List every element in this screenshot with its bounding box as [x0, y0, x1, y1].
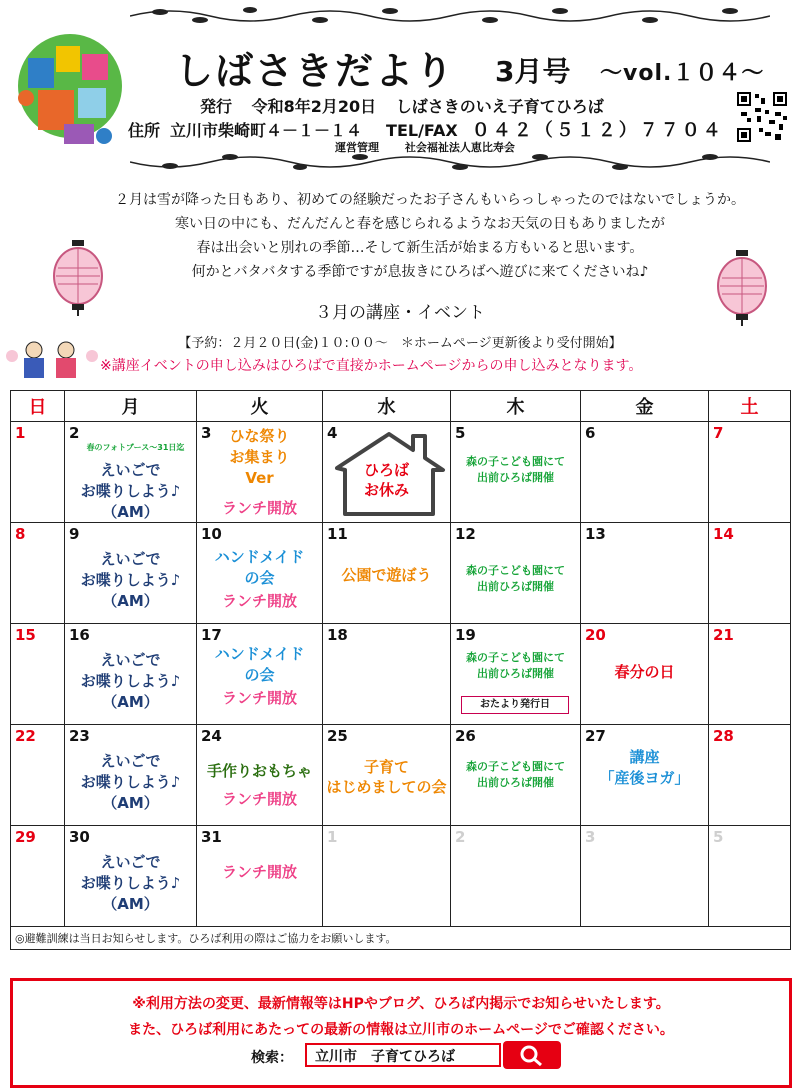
search-icon: [503, 1041, 561, 1069]
eigo-event-line: お喋りしよう♪: [80, 672, 181, 690]
newsletter-day-badge: おたより発行日: [461, 696, 569, 714]
eigo-event-line: （AM）: [102, 503, 159, 521]
mori-event-line: 森の子こども園にて: [466, 651, 565, 664]
day-cell: [581, 725, 709, 826]
day-cell: [323, 523, 451, 624]
eigo-event-line: えいごで: [100, 752, 161, 770]
day-cell: [197, 523, 323, 624]
mori-event-line: 森の子こども園にて: [466, 564, 565, 577]
day-number: 6: [585, 424, 596, 442]
eigo-event-line: えいごで: [100, 461, 161, 479]
handmade-event-line: ハンドメイド: [214, 645, 305, 663]
next-month-day-number: 1: [327, 828, 338, 846]
day-cell: [451, 725, 581, 826]
intro-line: 何かとバタバタする季節ですが息抜きにひろばへ遊びに来てくださいね♪: [191, 264, 649, 280]
vine-decoration-bottom: [130, 152, 770, 174]
qr-code[interactable]: [735, 90, 789, 144]
mgmt-org: 社会福祉法人恵比寿会: [404, 141, 515, 154]
vine-decoration-top: [130, 4, 770, 26]
application-note: ※講座イベントの申し込みはひろばで直接かホームページからの申し込みとなります。: [100, 358, 643, 374]
address-label: 住所: [128, 121, 161, 140]
day-cell: [581, 826, 709, 927]
hiroba-closed-line: ひろば: [363, 461, 409, 479]
toy-event: 手作りおもちゃ: [206, 762, 312, 780]
day-number: 27: [585, 727, 606, 745]
eigo-event-line: （AM）: [102, 895, 159, 913]
day-number: 16: [69, 626, 90, 644]
day-cell: [11, 523, 65, 624]
eigo-event-line: えいごで: [100, 550, 161, 568]
mori-event-line: 出前ひろば開催: [477, 580, 554, 593]
day-cell: [709, 422, 791, 523]
weekday-wed: 水: [323, 391, 451, 422]
day-cell: [451, 826, 581, 927]
mori-event-line: 森の子こども園にて: [466, 760, 565, 773]
day-cell: [11, 826, 65, 927]
day-cell: [65, 523, 197, 624]
reservation-info: 【予約：２月２０日(金)１０:００～ ＊ホームページ更新後より受付開始】: [178, 336, 622, 351]
search-button[interactable]: [503, 1041, 561, 1069]
day-cell: [323, 725, 451, 826]
intro-line: ２月は雪が降った日もあり、初めての経験だったお子さんもいらっしゃったのではないでしょうか。: [115, 192, 745, 208]
calendar-week: [11, 523, 791, 624]
day-cell: [65, 826, 197, 927]
eigo-event-line: えいごで: [100, 651, 161, 669]
management-info: [335, 139, 537, 155]
day-number: 31: [201, 828, 222, 846]
park-event: 公園で遊ぼう: [341, 566, 432, 584]
lunch-event: ランチ開放: [221, 592, 297, 610]
day-cell: [323, 826, 451, 927]
tel-label: TEL/FAX: [386, 121, 458, 140]
hiroba-closed-line: お休み: [363, 481, 409, 499]
weekday-header-row: [11, 391, 791, 422]
day-number: 14: [713, 525, 734, 543]
footer-line: また、ひろば利用にあたっての最新の情報は立川市のホームページでご確認ください。: [128, 1022, 674, 1038]
eigo-event-line: お喋りしよう♪: [80, 773, 181, 791]
day-number: 30: [69, 828, 90, 846]
intro-line: 寒い日の中にも、だんだんと春を感じられるようなお天気の日もありましたが: [175, 216, 665, 232]
hina-dolls-icon: [4, 336, 100, 382]
kosodate-event-line: はじめましての会: [326, 778, 447, 796]
eigo-event-line: （AM）: [102, 592, 159, 610]
day-number: 19: [455, 626, 476, 644]
calendar-note-row: [11, 927, 791, 950]
day-cell: [709, 725, 791, 826]
lunch-event: ランチ開放: [221, 790, 297, 808]
day-cell: [581, 523, 709, 624]
day-cell: [65, 725, 197, 826]
search-label: 検索：: [251, 1050, 293, 1066]
day-number: 7: [713, 424, 724, 442]
issue-month: 3月号: [495, 55, 571, 88]
day-number: 1: [15, 424, 26, 442]
eigo-event-line: お喋りしよう♪: [80, 482, 181, 500]
day-cell: [11, 422, 65, 523]
address-value: 立川市柴崎町４－１－１４: [170, 121, 363, 140]
mori-event-line: 出前ひろば開催: [477, 776, 554, 789]
eigo-event-line: （AM）: [102, 693, 159, 711]
section-title: ３月の講座・イベント: [315, 303, 485, 323]
day-number: 12: [455, 525, 476, 543]
day-number: 24: [201, 727, 222, 745]
kouza-event-line: 「産後ヨガ」: [599, 769, 690, 787]
calendar-week: [11, 725, 791, 826]
day-cell: [709, 523, 791, 624]
day-cell: [197, 826, 323, 927]
day-number: 18: [327, 626, 348, 644]
handmade-event-line: の会: [244, 666, 275, 684]
day-cell: [197, 624, 323, 725]
weekday-mon: 月: [65, 391, 197, 422]
eigo-event-line: （AM）: [102, 794, 159, 812]
weekday-thu: 木: [451, 391, 581, 422]
day-cell: [709, 624, 791, 725]
day-cell: [323, 624, 451, 725]
mori-event-line: 出前ひろば開催: [477, 471, 554, 484]
day-cell: [65, 624, 197, 725]
day-cell: [451, 523, 581, 624]
evacuation-drill-note: ◎避難訓練は当日お知らせします。ひろば利用の際はご協力をお願いします。: [11, 927, 791, 950]
day-number: 28: [713, 727, 734, 745]
day-cell: [197, 725, 323, 826]
mori-event-line: 森の子こども園にて: [466, 455, 565, 468]
day-cell: [451, 624, 581, 725]
publisher-name: しばさきのいえ子育てひろば: [395, 97, 604, 116]
day-number: 9: [69, 525, 80, 543]
day-cell: [581, 624, 709, 725]
day-cell: [323, 422, 451, 523]
issued-date: 令和8年2月20日: [251, 97, 377, 116]
day-number: 26: [455, 727, 476, 745]
weekday-sun: 日: [11, 391, 65, 422]
day-number: 17: [201, 626, 222, 644]
next-month-day-number: 5: [713, 828, 724, 846]
day-cell: [709, 826, 791, 927]
hiroba-logo: [8, 28, 126, 160]
event-calendar: [10, 390, 791, 950]
intro-line: 春は出会いと別れの季節…そして新生活が始まる方もいると思います。: [196, 240, 644, 256]
calendar-week: [11, 422, 791, 523]
volume-number: ～vol.１０４～: [600, 61, 765, 86]
weekday-sat: 土: [709, 391, 791, 422]
day-number: 3: [201, 424, 212, 442]
day-number: 23: [69, 727, 90, 745]
publish-info: [200, 94, 618, 117]
hina-event-line: Ver: [245, 469, 274, 487]
day-number: 4: [327, 424, 338, 442]
footer-line: ※利用方法の変更、最新情報等はHPやブログ、ひろば内掲示でお知らせいたします。: [132, 996, 670, 1012]
day-number: 21: [713, 626, 734, 644]
day-number: 20: [585, 626, 606, 644]
day-number: 13: [585, 525, 606, 543]
eigo-event-line: えいごで: [100, 853, 161, 871]
eigo-event-line: お喋りしよう♪: [80, 571, 181, 589]
mgmt-label: 運営管理: [335, 141, 379, 154]
weekday-fri: 金: [581, 391, 709, 422]
lunch-event: ランチ開放: [221, 863, 297, 881]
day-number: 8: [15, 525, 26, 543]
day-cell: [11, 725, 65, 826]
tel-number: ０４２（５１２）７７０４: [471, 120, 724, 141]
day-number: 5: [455, 424, 466, 442]
lunch-event: ランチ開放: [221, 689, 297, 707]
day-number: 29: [15, 828, 36, 846]
search-input[interactable]: 立川市 子育てひろば: [305, 1043, 501, 1067]
kouza-event-line: 講座: [629, 748, 660, 766]
hina-event-line: ひな祭り: [229, 427, 290, 445]
intro-message: [40, 188, 800, 284]
mori-event-line: 出前ひろば開催: [477, 667, 554, 680]
issued-label: 発行: [200, 97, 233, 116]
kosodate-event-line: 子育て: [363, 758, 409, 776]
day-cell: [581, 422, 709, 523]
eigo-event-line: お喋りしよう♪: [80, 874, 181, 892]
hina-event-line: お集まり: [229, 448, 290, 466]
newsletter-title: しばさきだより: [175, 49, 456, 93]
day-number: 15: [15, 626, 36, 644]
day-cell: [451, 422, 581, 523]
calendar-week: [11, 624, 791, 725]
footer-notice-box: [10, 978, 792, 1088]
holiday-label: 春分の日: [614, 663, 675, 681]
day-number: 11: [327, 525, 348, 543]
next-month-day-number: 2: [455, 828, 466, 846]
day-number: 10: [201, 525, 222, 543]
day-cell: [11, 624, 65, 725]
weekday-tue: 火: [197, 391, 323, 422]
handmade-event-line: の会: [244, 569, 275, 587]
day-number: 25: [327, 727, 348, 745]
day-number: 22: [15, 727, 36, 745]
lunch-event: ランチ開放: [221, 499, 297, 517]
handmade-event-line: ハンドメイド: [214, 548, 305, 566]
day-cell: [65, 422, 197, 523]
day-number: 2: [69, 424, 80, 442]
next-month-day-number: 3: [585, 828, 596, 846]
photo-booth-event: 春のフォトブース～31日迄: [86, 443, 185, 452]
calendar-week: [11, 826, 791, 927]
day-cell: [197, 422, 323, 523]
